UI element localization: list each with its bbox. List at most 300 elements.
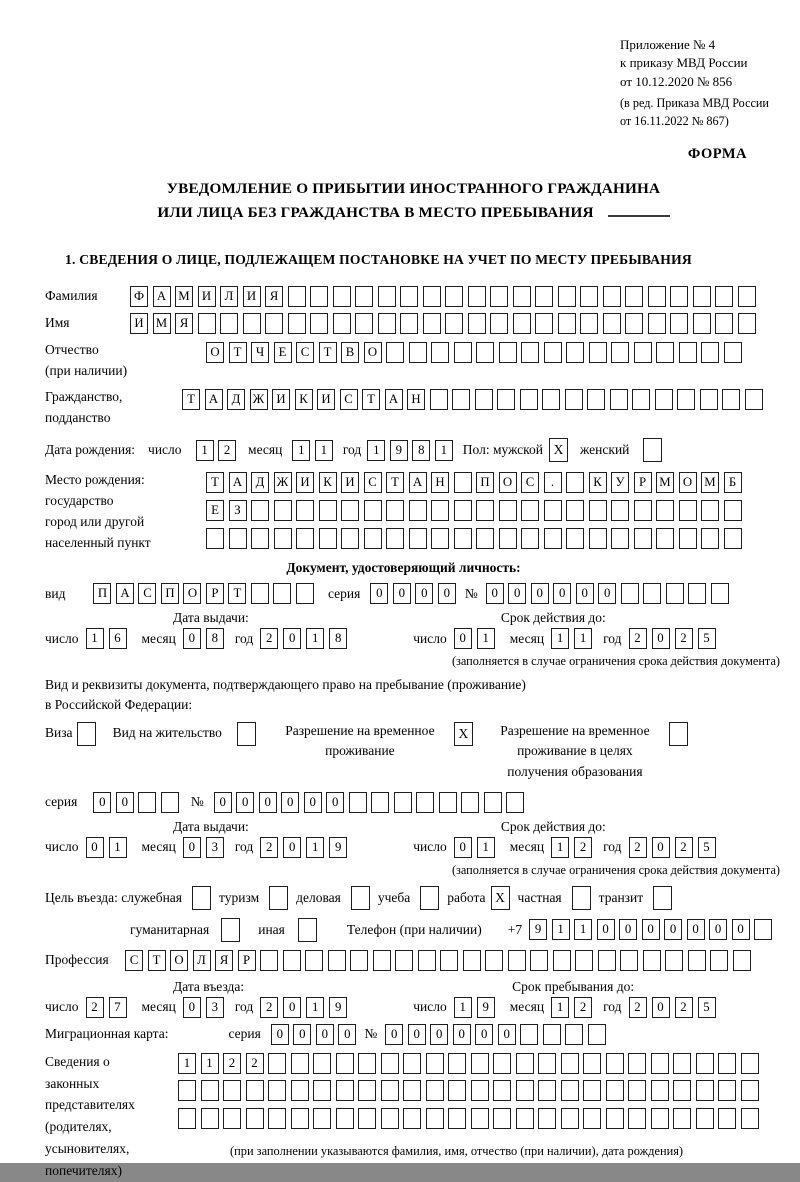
- char-cell[interactable]: [565, 1024, 583, 1045]
- char-cell[interactable]: [696, 1080, 714, 1101]
- char-cell[interactable]: [296, 583, 314, 604]
- char-cell[interactable]: 0: [508, 583, 526, 604]
- char-cell[interactable]: [506, 792, 524, 813]
- char-cell[interactable]: [521, 528, 539, 549]
- char-cell[interactable]: [243, 313, 261, 334]
- char-cell[interactable]: [656, 500, 674, 521]
- char-cell[interactable]: [544, 528, 562, 549]
- char-cell[interactable]: [416, 792, 434, 813]
- char-cell[interactable]: 0: [385, 1024, 403, 1045]
- char-cell[interactable]: [403, 1108, 421, 1129]
- char-cell[interactable]: [701, 528, 719, 549]
- char-cell[interactable]: 9: [329, 997, 347, 1018]
- char-cell[interactable]: [587, 389, 605, 410]
- char-cell[interactable]: 0: [652, 997, 670, 1018]
- char-cell[interactable]: [634, 500, 652, 521]
- char-cell[interactable]: Т: [319, 342, 337, 363]
- char-cell[interactable]: Р: [206, 583, 224, 604]
- char-cell[interactable]: А: [385, 389, 403, 410]
- char-cell[interactable]: [673, 1080, 691, 1101]
- char-cell[interactable]: А: [153, 286, 171, 307]
- char-cell[interactable]: О: [170, 950, 188, 971]
- char-cell[interactable]: Я: [215, 950, 233, 971]
- char-cell[interactable]: [395, 950, 413, 971]
- char-cell[interactable]: 2: [260, 997, 278, 1018]
- char-cell[interactable]: 2: [260, 628, 278, 649]
- char-cell[interactable]: [319, 500, 337, 521]
- char-cell[interactable]: [688, 583, 706, 604]
- char-cell[interactable]: [493, 1053, 511, 1074]
- char-cell[interactable]: [430, 389, 448, 410]
- char-cell[interactable]: [513, 313, 531, 334]
- char-cell[interactable]: 0: [732, 919, 750, 940]
- char-cell[interactable]: П: [93, 583, 111, 604]
- char-cell[interactable]: [336, 1053, 354, 1074]
- char-cell[interactable]: А: [229, 472, 247, 493]
- char-cell[interactable]: [606, 1080, 624, 1101]
- char-cell[interactable]: [670, 286, 688, 307]
- char-cell[interactable]: [310, 286, 328, 307]
- char-cell[interactable]: 0: [415, 583, 433, 604]
- char-cell[interactable]: [468, 286, 486, 307]
- char-cell[interactable]: 7: [109, 997, 127, 1018]
- char-cell[interactable]: [274, 528, 292, 549]
- char-cell[interactable]: Л: [220, 286, 238, 307]
- char-cell[interactable]: X: [549, 438, 568, 462]
- char-cell[interactable]: [431, 528, 449, 549]
- char-cell[interactable]: [454, 500, 472, 521]
- char-cell[interactable]: 0: [598, 583, 616, 604]
- char-cell[interactable]: 0: [183, 997, 201, 1018]
- char-cell[interactable]: [696, 1053, 714, 1074]
- char-cell[interactable]: [679, 342, 697, 363]
- char-cell[interactable]: И: [198, 286, 216, 307]
- char-cell[interactable]: [733, 950, 751, 971]
- char-cell[interactable]: 2: [246, 1053, 264, 1074]
- char-cell[interactable]: 0: [576, 583, 594, 604]
- char-cell[interactable]: [77, 722, 96, 746]
- char-cell[interactable]: [710, 950, 728, 971]
- char-cell[interactable]: [603, 286, 621, 307]
- char-cell[interactable]: 0: [664, 919, 682, 940]
- char-cell[interactable]: 0: [687, 919, 705, 940]
- char-cell[interactable]: С: [364, 472, 382, 493]
- char-cell[interactable]: 1: [201, 1053, 219, 1074]
- char-cell[interactable]: [693, 286, 711, 307]
- char-cell[interactable]: [431, 500, 449, 521]
- char-cell[interactable]: [394, 792, 412, 813]
- char-cell[interactable]: 2: [629, 997, 647, 1018]
- char-cell[interactable]: [426, 1080, 444, 1101]
- char-cell[interactable]: [620, 950, 638, 971]
- char-cell[interactable]: [440, 950, 458, 971]
- char-cell[interactable]: [542, 389, 560, 410]
- char-cell[interactable]: 2: [218, 440, 236, 461]
- char-cell[interactable]: С: [521, 472, 539, 493]
- char-cell[interactable]: [499, 342, 517, 363]
- char-cell[interactable]: П: [161, 583, 179, 604]
- char-cell[interactable]: [319, 528, 337, 549]
- char-cell[interactable]: [448, 1080, 466, 1101]
- char-cell[interactable]: [673, 1053, 691, 1074]
- char-cell[interactable]: [643, 950, 661, 971]
- char-cell[interactable]: [229, 528, 247, 549]
- char-cell[interactable]: 1: [86, 628, 104, 649]
- char-cell[interactable]: [471, 1108, 489, 1129]
- char-cell[interactable]: М: [701, 472, 719, 493]
- char-cell[interactable]: [628, 1108, 646, 1129]
- char-cell[interactable]: [371, 792, 389, 813]
- char-cell[interactable]: [420, 886, 439, 910]
- char-cell[interactable]: 0: [86, 837, 104, 858]
- char-cell[interactable]: [738, 313, 756, 334]
- char-cell[interactable]: Н: [407, 389, 425, 410]
- char-cell[interactable]: [468, 313, 486, 334]
- char-cell[interactable]: X: [454, 722, 473, 746]
- char-cell[interactable]: 0: [93, 792, 111, 813]
- char-cell[interactable]: [333, 286, 351, 307]
- char-cell[interactable]: 0: [236, 792, 254, 813]
- char-cell[interactable]: Л: [193, 950, 211, 971]
- char-cell[interactable]: 0: [304, 792, 322, 813]
- char-cell[interactable]: 1: [306, 837, 324, 858]
- char-cell[interactable]: 0: [619, 919, 637, 940]
- char-cell[interactable]: 0: [597, 919, 615, 940]
- char-cell[interactable]: 9: [390, 440, 408, 461]
- char-cell[interactable]: [364, 528, 382, 549]
- char-cell[interactable]: [283, 950, 301, 971]
- char-cell[interactable]: [516, 1053, 534, 1074]
- char-cell[interactable]: Т: [206, 472, 224, 493]
- char-cell[interactable]: [718, 1080, 736, 1101]
- char-cell[interactable]: Н: [431, 472, 449, 493]
- char-cell[interactable]: [538, 1108, 556, 1129]
- char-cell[interactable]: [310, 313, 328, 334]
- char-cell[interactable]: [298, 918, 317, 942]
- char-cell[interactable]: [535, 313, 553, 334]
- char-cell[interactable]: [355, 313, 373, 334]
- char-cell[interactable]: [268, 1053, 286, 1074]
- char-cell[interactable]: 0: [214, 792, 232, 813]
- char-cell[interactable]: [386, 342, 404, 363]
- char-cell[interactable]: Е: [274, 342, 292, 363]
- char-cell[interactable]: [426, 1108, 444, 1129]
- char-cell[interactable]: 0: [338, 1024, 356, 1045]
- char-cell[interactable]: [423, 286, 441, 307]
- char-cell[interactable]: [251, 500, 269, 521]
- char-cell[interactable]: [476, 528, 494, 549]
- char-cell[interactable]: [669, 722, 688, 746]
- char-cell[interactable]: [543, 1024, 561, 1045]
- char-cell[interactable]: [273, 583, 291, 604]
- char-cell[interactable]: [288, 313, 306, 334]
- char-cell[interactable]: 1: [367, 440, 385, 461]
- char-cell[interactable]: Ч: [251, 342, 269, 363]
- char-cell[interactable]: [201, 1108, 219, 1129]
- char-cell[interactable]: И: [272, 389, 290, 410]
- char-cell[interactable]: [754, 919, 772, 940]
- char-cell[interactable]: [589, 500, 607, 521]
- char-cell[interactable]: 2: [675, 997, 693, 1018]
- char-cell[interactable]: [701, 342, 719, 363]
- char-cell[interactable]: [341, 500, 359, 521]
- char-cell[interactable]: 0: [531, 583, 549, 604]
- char-cell[interactable]: [648, 313, 666, 334]
- char-cell[interactable]: [313, 1108, 331, 1129]
- char-cell[interactable]: [628, 1080, 646, 1101]
- char-cell[interactable]: [201, 1080, 219, 1101]
- char-cell[interactable]: [701, 500, 719, 521]
- char-cell[interactable]: [476, 342, 494, 363]
- char-cell[interactable]: [516, 1080, 534, 1101]
- char-cell[interactable]: [715, 286, 733, 307]
- char-cell[interactable]: 0: [709, 919, 727, 940]
- char-cell[interactable]: 1: [454, 997, 472, 1018]
- char-cell[interactable]: 0: [454, 628, 472, 649]
- char-cell[interactable]: [561, 1080, 579, 1101]
- char-cell[interactable]: Т: [362, 389, 380, 410]
- char-cell[interactable]: Ф: [130, 286, 148, 307]
- char-cell[interactable]: [223, 1108, 241, 1129]
- char-cell[interactable]: 0: [453, 1024, 471, 1045]
- char-cell[interactable]: [138, 792, 156, 813]
- char-cell[interactable]: 2: [260, 837, 278, 858]
- char-cell[interactable]: [386, 528, 404, 549]
- char-cell[interactable]: 5: [698, 628, 716, 649]
- char-cell[interactable]: [606, 1053, 624, 1074]
- char-cell[interactable]: [598, 950, 616, 971]
- char-cell[interactable]: [461, 792, 479, 813]
- char-cell[interactable]: [653, 886, 672, 910]
- char-cell[interactable]: [520, 1024, 538, 1045]
- char-cell[interactable]: У: [611, 472, 629, 493]
- char-cell[interactable]: 2: [574, 837, 592, 858]
- char-cell[interactable]: [508, 950, 526, 971]
- char-cell[interactable]: [274, 500, 292, 521]
- char-cell[interactable]: Т: [228, 583, 246, 604]
- char-cell[interactable]: [349, 792, 367, 813]
- char-cell[interactable]: М: [175, 286, 193, 307]
- char-cell[interactable]: 8: [412, 440, 430, 461]
- char-cell[interactable]: [355, 286, 373, 307]
- char-cell[interactable]: 1: [306, 628, 324, 649]
- char-cell[interactable]: 0: [116, 792, 134, 813]
- char-cell[interactable]: Д: [227, 389, 245, 410]
- char-cell[interactable]: 0: [408, 1024, 426, 1045]
- char-cell[interactable]: [566, 342, 584, 363]
- char-cell[interactable]: [198, 313, 216, 334]
- char-cell[interactable]: [296, 528, 314, 549]
- char-cell[interactable]: [452, 389, 470, 410]
- char-cell[interactable]: [291, 1080, 309, 1101]
- char-cell[interactable]: 0: [271, 1024, 289, 1045]
- char-cell[interactable]: 1: [435, 440, 453, 461]
- char-cell[interactable]: [484, 792, 502, 813]
- char-cell[interactable]: [665, 950, 683, 971]
- char-cell[interactable]: 2: [675, 837, 693, 858]
- char-cell[interactable]: [566, 528, 584, 549]
- char-cell[interactable]: [544, 342, 562, 363]
- char-cell[interactable]: [603, 313, 621, 334]
- char-cell[interactable]: [580, 313, 598, 334]
- char-cell[interactable]: 1: [552, 919, 570, 940]
- char-cell[interactable]: М: [153, 313, 171, 334]
- char-cell[interactable]: [221, 918, 240, 942]
- char-cell[interactable]: [471, 1080, 489, 1101]
- char-cell[interactable]: [178, 1080, 196, 1101]
- char-cell[interactable]: [251, 528, 269, 549]
- char-cell[interactable]: [575, 950, 593, 971]
- char-cell[interactable]: [558, 286, 576, 307]
- char-cell[interactable]: 1: [109, 837, 127, 858]
- char-cell[interactable]: 0: [642, 919, 660, 940]
- char-cell[interactable]: [497, 389, 515, 410]
- char-cell[interactable]: [373, 950, 391, 971]
- char-cell[interactable]: К: [319, 472, 337, 493]
- char-cell[interactable]: Т: [182, 389, 200, 410]
- char-cell[interactable]: [223, 1080, 241, 1101]
- char-cell[interactable]: [291, 1108, 309, 1129]
- char-cell[interactable]: [745, 389, 763, 410]
- char-cell[interactable]: 2: [86, 997, 104, 1018]
- char-cell[interactable]: [206, 528, 224, 549]
- char-cell[interactable]: [490, 313, 508, 334]
- char-cell[interactable]: О: [183, 583, 201, 604]
- char-cell[interactable]: [566, 500, 584, 521]
- char-cell[interactable]: 1: [196, 440, 214, 461]
- char-cell[interactable]: 0: [486, 583, 504, 604]
- char-cell[interactable]: [445, 313, 463, 334]
- char-cell[interactable]: [611, 342, 629, 363]
- char-cell[interactable]: 0: [183, 837, 201, 858]
- char-cell[interactable]: [426, 1053, 444, 1074]
- char-cell[interactable]: [656, 528, 674, 549]
- char-cell[interactable]: С: [138, 583, 156, 604]
- char-cell[interactable]: [423, 313, 441, 334]
- char-cell[interactable]: [700, 389, 718, 410]
- char-cell[interactable]: [364, 500, 382, 521]
- char-cell[interactable]: 0: [283, 628, 301, 649]
- char-cell[interactable]: [520, 389, 538, 410]
- char-cell[interactable]: [693, 313, 711, 334]
- char-cell[interactable]: [538, 1053, 556, 1074]
- char-cell[interactable]: [333, 313, 351, 334]
- char-cell[interactable]: О: [364, 342, 382, 363]
- char-cell[interactable]: [634, 528, 652, 549]
- char-cell[interactable]: 1: [551, 997, 569, 1018]
- char-cell[interactable]: [237, 722, 256, 746]
- char-cell[interactable]: 0: [281, 792, 299, 813]
- char-cell[interactable]: 5: [698, 837, 716, 858]
- char-cell[interactable]: [161, 792, 179, 813]
- char-cell[interactable]: 0: [475, 1024, 493, 1045]
- char-cell[interactable]: [711, 583, 729, 604]
- char-cell[interactable]: [358, 1053, 376, 1074]
- char-cell[interactable]: 9: [329, 837, 347, 858]
- char-cell[interactable]: [463, 950, 481, 971]
- char-cell[interactable]: 2: [629, 628, 647, 649]
- char-cell[interactable]: [651, 1053, 669, 1074]
- char-cell[interactable]: 0: [393, 583, 411, 604]
- char-cell[interactable]: С: [125, 950, 143, 971]
- char-cell[interactable]: [530, 950, 548, 971]
- char-cell[interactable]: [499, 528, 517, 549]
- char-cell[interactable]: [621, 583, 639, 604]
- char-cell[interactable]: 1: [551, 628, 569, 649]
- char-cell[interactable]: 0: [652, 837, 670, 858]
- char-cell[interactable]: 1: [292, 440, 310, 461]
- char-cell[interactable]: [580, 286, 598, 307]
- char-cell[interactable]: К: [295, 389, 313, 410]
- char-cell[interactable]: 0: [498, 1024, 516, 1045]
- char-cell[interactable]: .: [544, 472, 562, 493]
- char-cell[interactable]: [666, 583, 684, 604]
- char-cell[interactable]: [358, 1108, 376, 1129]
- char-cell[interactable]: [313, 1053, 331, 1074]
- char-cell[interactable]: 0: [370, 583, 388, 604]
- char-cell[interactable]: [336, 1108, 354, 1129]
- char-cell[interactable]: [651, 1080, 669, 1101]
- char-cell[interactable]: [670, 313, 688, 334]
- char-cell[interactable]: П: [476, 472, 494, 493]
- char-cell[interactable]: О: [679, 472, 697, 493]
- char-cell[interactable]: [696, 1108, 714, 1129]
- char-cell[interactable]: [588, 1024, 606, 1045]
- char-cell[interactable]: [350, 950, 368, 971]
- char-cell[interactable]: 0: [283, 837, 301, 858]
- char-cell[interactable]: А: [116, 583, 134, 604]
- char-cell[interactable]: 9: [477, 997, 495, 1018]
- char-cell[interactable]: [583, 1108, 601, 1129]
- char-cell[interactable]: [643, 583, 661, 604]
- char-cell[interactable]: [351, 886, 370, 910]
- char-cell[interactable]: [561, 1108, 579, 1129]
- char-cell[interactable]: 8: [206, 628, 224, 649]
- char-cell[interactable]: [454, 528, 472, 549]
- char-cell[interactable]: 0: [430, 1024, 448, 1045]
- char-cell[interactable]: [625, 286, 643, 307]
- char-cell[interactable]: [381, 1108, 399, 1129]
- char-cell[interactable]: 5: [698, 997, 716, 1018]
- char-cell[interactable]: [378, 286, 396, 307]
- char-cell[interactable]: [718, 1053, 736, 1074]
- char-cell[interactable]: [341, 528, 359, 549]
- char-cell[interactable]: [493, 1080, 511, 1101]
- char-cell[interactable]: [305, 950, 323, 971]
- char-cell[interactable]: О: [206, 342, 224, 363]
- char-cell[interactable]: [722, 389, 740, 410]
- char-cell[interactable]: Я: [175, 313, 193, 334]
- char-cell[interactable]: [583, 1080, 601, 1101]
- char-cell[interactable]: [656, 342, 674, 363]
- char-cell[interactable]: 2: [675, 628, 693, 649]
- char-cell[interactable]: [643, 438, 662, 462]
- char-cell[interactable]: [313, 1080, 331, 1101]
- char-cell[interactable]: [409, 342, 427, 363]
- char-cell[interactable]: [220, 313, 238, 334]
- char-cell[interactable]: И: [243, 286, 261, 307]
- char-cell[interactable]: [499, 500, 517, 521]
- char-cell[interactable]: [265, 313, 283, 334]
- char-cell[interactable]: [561, 1053, 579, 1074]
- char-cell[interactable]: С: [340, 389, 358, 410]
- char-cell[interactable]: [741, 1108, 759, 1129]
- char-cell[interactable]: [688, 950, 706, 971]
- char-cell[interactable]: [400, 286, 418, 307]
- char-cell[interactable]: [521, 342, 539, 363]
- char-cell[interactable]: [535, 286, 553, 307]
- char-cell[interactable]: Р: [238, 950, 256, 971]
